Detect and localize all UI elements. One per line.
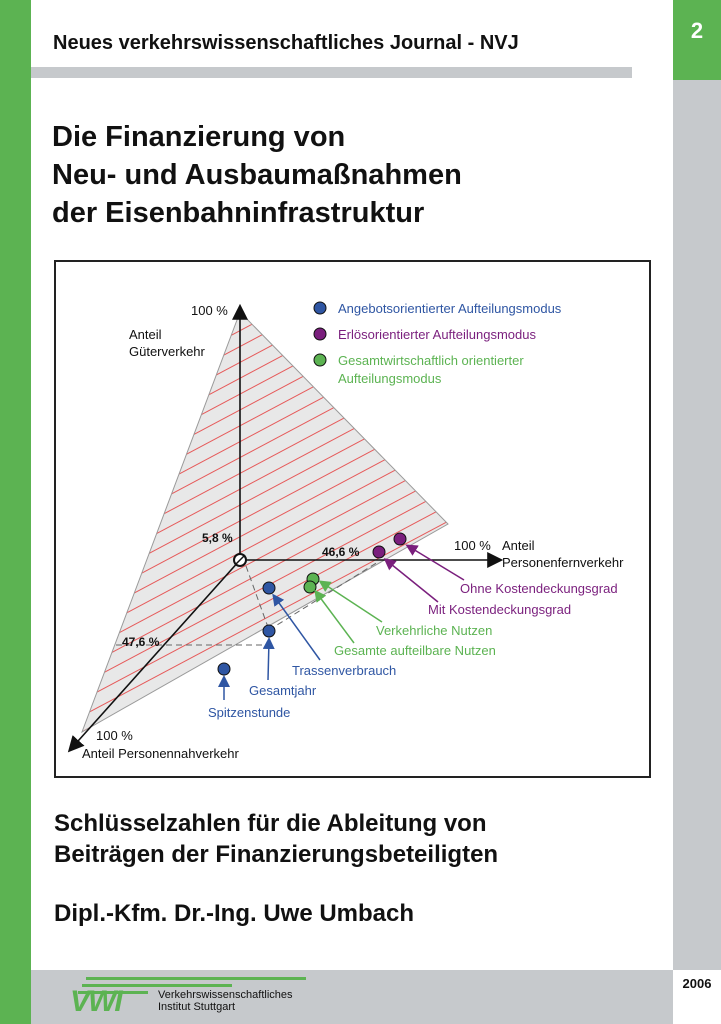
triangle-diagram-svg	[56, 262, 653, 780]
label-verkehrliche: Verkehrliche Nutzen	[376, 623, 493, 638]
point-mit-kostendeckung	[373, 546, 385, 558]
legend-marker-green	[314, 354, 326, 366]
legend-item-1: Angebotsorientierter Aufteilungsmodus	[338, 301, 562, 316]
subtitle-line-1: Schlüsselzahlen für die Ableitung von	[54, 810, 487, 837]
axis-top-label-2: Güterverkehr	[129, 344, 205, 359]
label-mit: Mit Kostendeckungsgrad	[428, 602, 572, 617]
left-green-bar	[0, 0, 31, 1024]
right-gray-bar	[673, 0, 721, 1024]
publisher-name	[158, 989, 293, 1013]
svg-text:VWI: VWI	[70, 985, 121, 1017]
publisher-line-2: Institut Stuttgart	[158, 1001, 236, 1013]
cover-diagram	[54, 260, 651, 778]
axis-bottom-label: Anteil Personennahverkehr	[82, 746, 239, 761]
author: Dipl.-Kfm. Dr.-Ing. Uwe Umbach	[54, 900, 415, 927]
axis-right-label-2: Personenfernverkehr	[502, 555, 624, 570]
axis-right-label-1: Anteil	[502, 538, 535, 553]
axis-right-pct: 100 %	[454, 538, 491, 553]
axis-top-pct: 100 %	[191, 303, 228, 318]
arrow-mit	[386, 560, 438, 602]
label-spitzen: Spitzenstunde	[208, 705, 291, 720]
legend-marker-purple	[314, 328, 326, 340]
arrow-gesamtjahr	[268, 640, 269, 680]
label-ohne: Ohne Kostendeckungsgrad	[460, 581, 618, 596]
point-gesamtjahr	[263, 625, 275, 637]
axis-top-label-1: Anteil	[129, 327, 162, 342]
publisher-line-1: Verkehrswissenschaftliches	[158, 989, 293, 1001]
arrow-verkehrliche	[321, 582, 382, 622]
subtitle	[54, 808, 498, 870]
title-line-1: Die Finanzierung von	[52, 121, 346, 153]
legend-marker-blue	[314, 302, 326, 314]
point-trassenverbrauch	[263, 582, 275, 594]
label-gesamte: Gesamte aufteilbare Nutzen	[334, 643, 496, 658]
point-gesamte-nutzen	[304, 581, 316, 593]
book-title	[52, 118, 652, 232]
year-box	[673, 970, 721, 1024]
publication-year: 2006	[682, 976, 712, 991]
legend-item-2: Erlösorientierter Aufteilungsmodus	[338, 327, 536, 342]
axis-bottom-pct: 100 %	[96, 728, 133, 743]
title-line-3: der Eisenbahninfrastruktur	[52, 197, 425, 229]
legend-item-3-line-2: Aufteilungsmodus	[338, 371, 442, 386]
point-ohne-kostendeckung	[394, 533, 406, 545]
point-spitzenstunde	[218, 663, 230, 675]
label-trassen: Trassenverbrauch	[292, 663, 397, 678]
journal-divider	[31, 67, 632, 78]
mark-476: 47,6 %	[122, 635, 160, 649]
mark-58: 5,8 %	[202, 531, 233, 545]
issue-number: 2	[690, 18, 704, 43]
mark-466: 46,6 %	[322, 545, 360, 559]
journal-title: Neues verkehrswissenschaftliches Journal - NVJ	[53, 32, 519, 54]
title-line-2: Neu- und Ausbaumaßnahmen	[52, 159, 462, 191]
subtitle-line-2: Beiträgen der Finanzierungsbeteiligten	[54, 841, 499, 868]
legend-item-3-line-1: Gesamtwirtschaftlich orientierter	[338, 353, 524, 368]
label-gesamtjahr: Gesamtjahr	[249, 683, 317, 698]
